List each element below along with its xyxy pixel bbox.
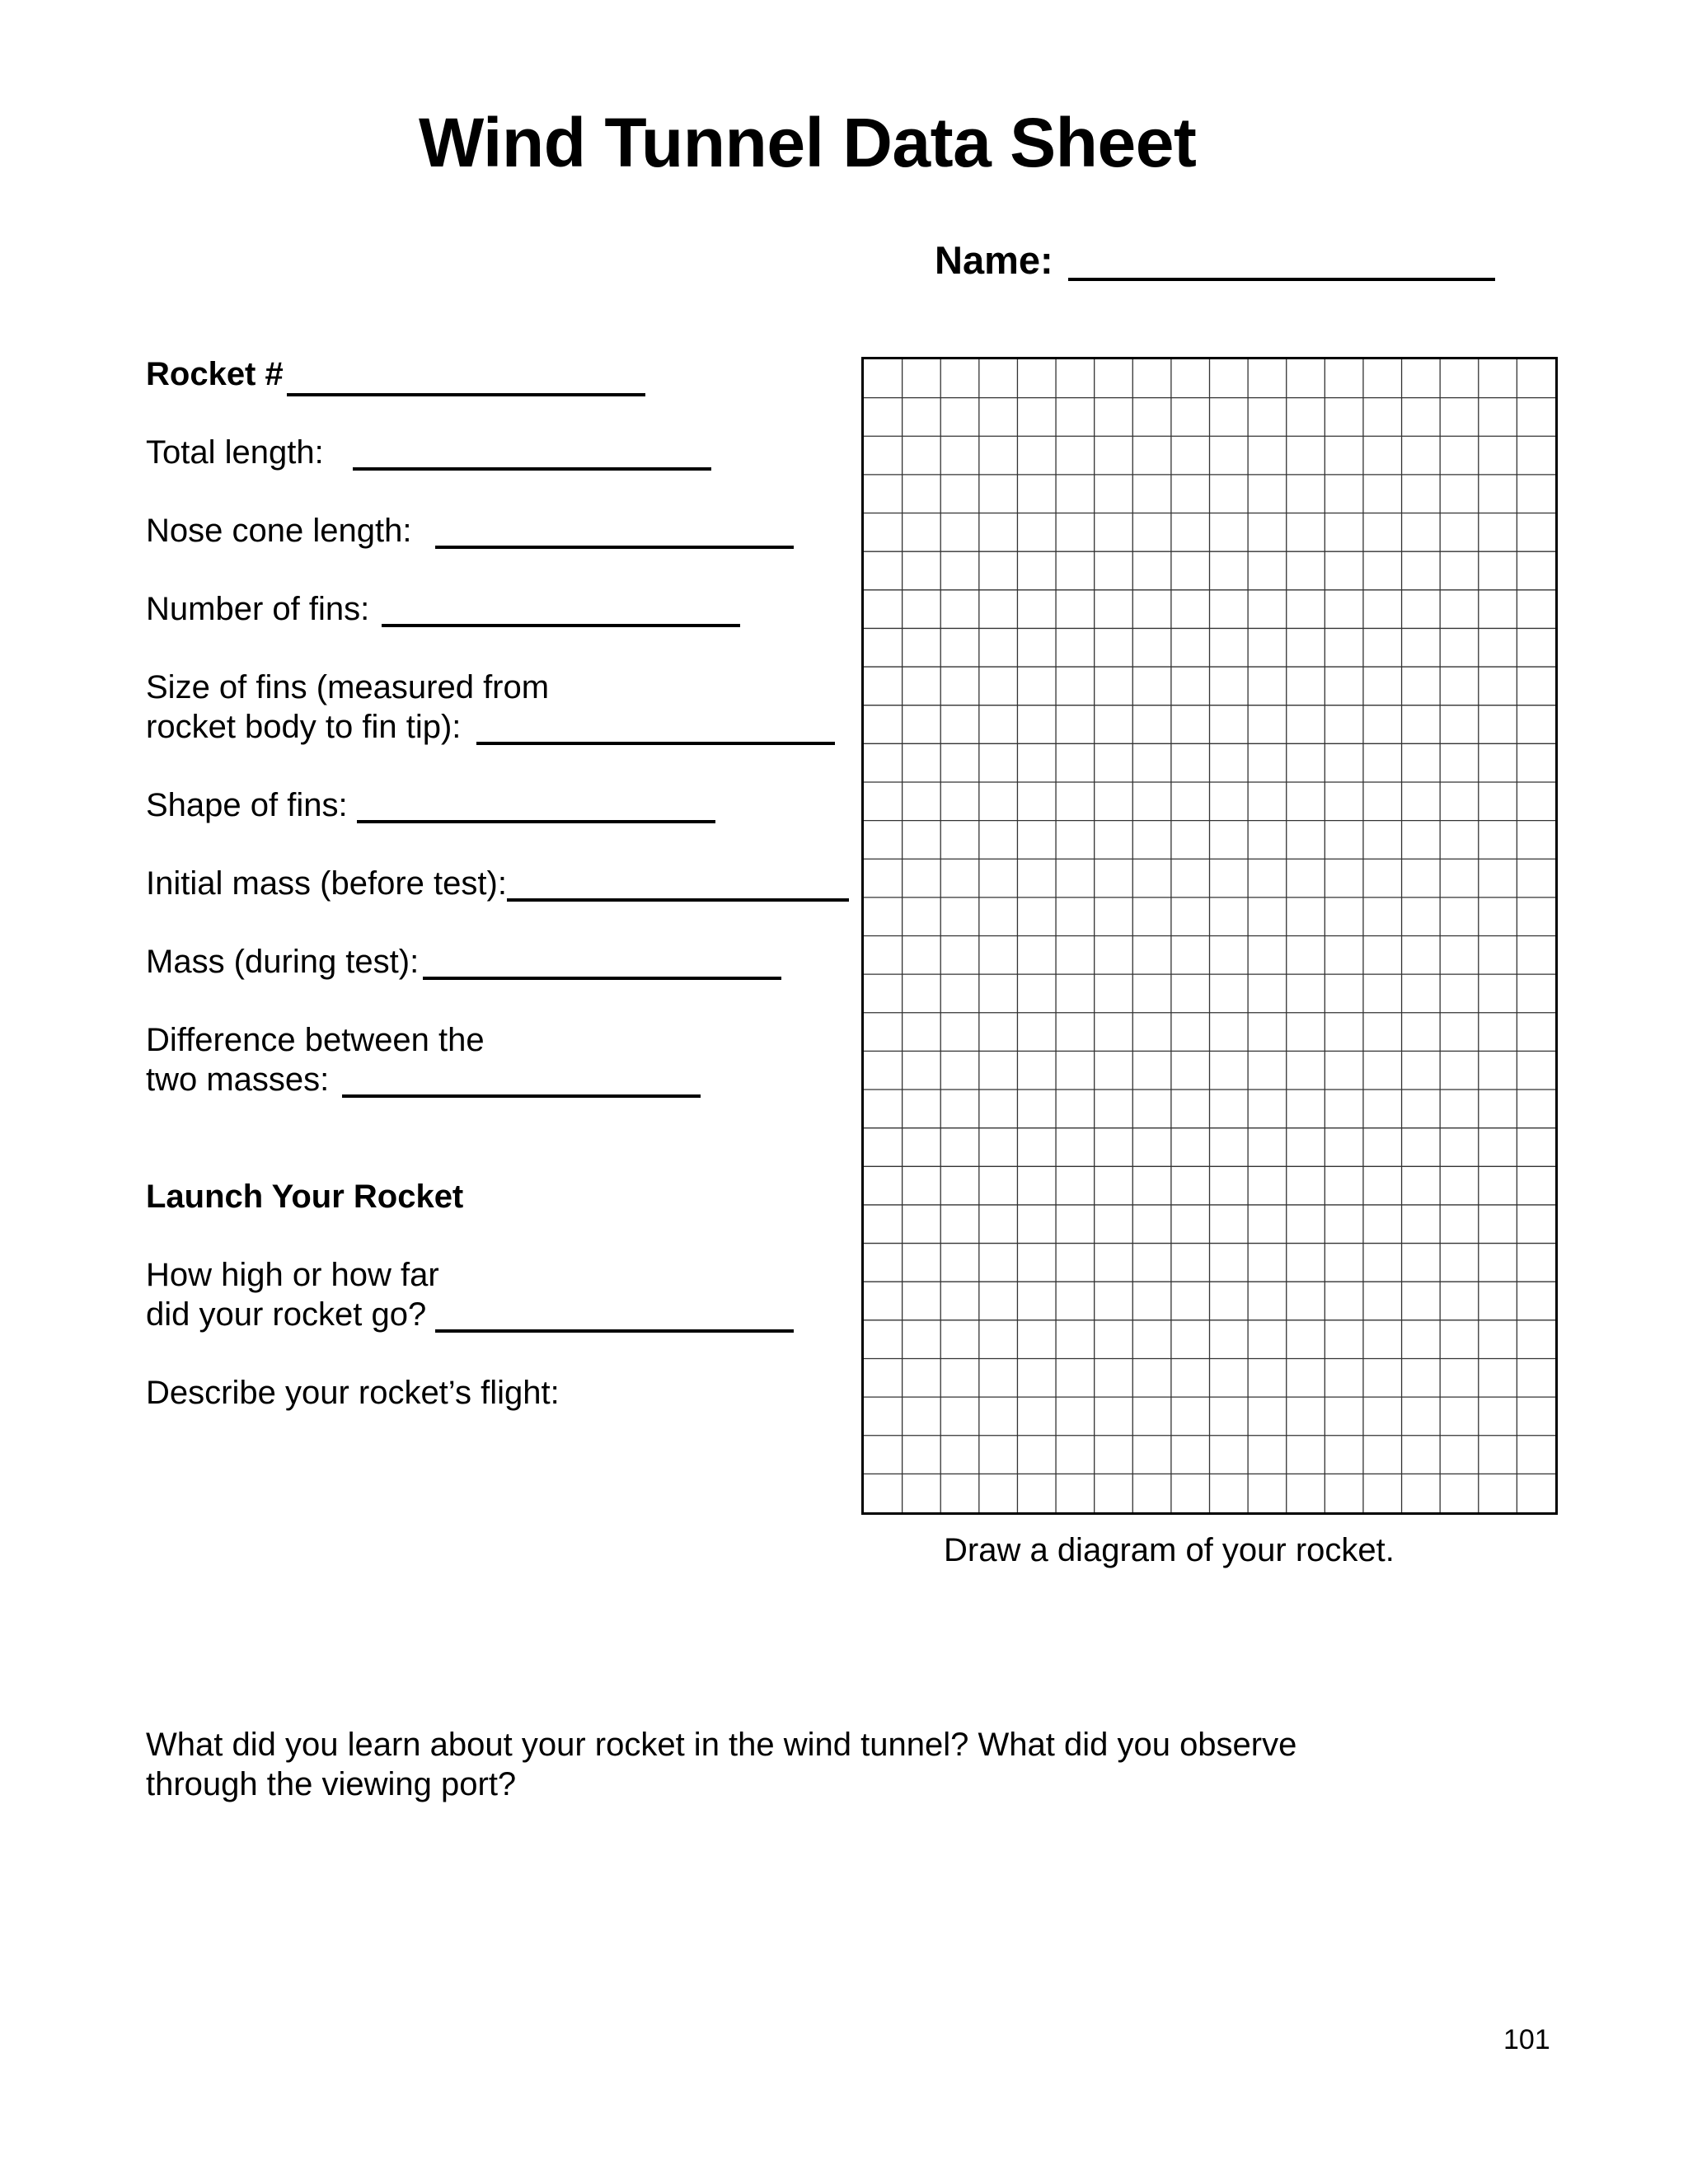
diagram-caption: Draw a diagram of your rocket.	[944, 1532, 1395, 1568]
mass-during-test-label: Mass (during test):	[146, 944, 420, 980]
difference-field-line[interactable]	[342, 1094, 701, 1098]
nose-cone-length-label: Nose cone length:	[146, 513, 412, 549]
name-field-line[interactable]	[1068, 278, 1495, 281]
how-high-label-line2: did your rocket go?	[146, 1296, 427, 1333]
grid-lines	[864, 359, 1555, 1512]
total-length-field-line[interactable]	[353, 467, 711, 471]
difference-label-line1: Difference between the	[146, 1022, 485, 1058]
shape-of-fins-field-line[interactable]	[357, 820, 715, 823]
mass-during-test-field-line[interactable]	[423, 977, 781, 980]
total-length-label: Total length:	[146, 434, 324, 471]
initial-mass-field-line[interactable]	[507, 898, 849, 902]
number-of-fins-label: Number of fins:	[146, 591, 370, 627]
shape-of-fins-label: Shape of fins:	[146, 787, 348, 823]
difference-label-line2: two masses:	[146, 1062, 330, 1098]
page-number: 101	[1503, 2024, 1550, 2055]
page-title: Wind Tunnel Data Sheet	[419, 104, 1197, 181]
launch-heading: Launch Your Rocket	[146, 1179, 464, 1215]
how-high-label-line1: How high or how far	[146, 1257, 439, 1293]
number-of-fins-field-line[interactable]	[382, 624, 740, 627]
size-of-fins-label-line1: Size of fins (measured from	[146, 669, 550, 705]
rocket-number-field-line[interactable]	[287, 393, 645, 396]
nose-cone-length-field-line[interactable]	[435, 546, 794, 549]
initial-mass-label: Initial mass (before test):	[146, 865, 507, 902]
size-of-fins-field-line[interactable]	[476, 742, 835, 745]
rocket-number-label: Rocket #	[146, 356, 284, 392]
learning-question-line2: through the viewing port?	[146, 1766, 517, 1802]
learning-question-line1: What did you learn about your rocket in the wind tunnel? What did you observe	[146, 1727, 1297, 1763]
diagram-grid[interactable]	[861, 357, 1558, 1515]
describe-flight-label: Describe your rocket’s flight:	[146, 1375, 560, 1411]
size-of-fins-label-line2: rocket body to fin tip):	[146, 709, 462, 745]
learning-question	[146, 1725, 1382, 1804]
name-label: Name:	[935, 238, 1053, 282]
how-high-field-line[interactable]	[435, 1329, 794, 1333]
